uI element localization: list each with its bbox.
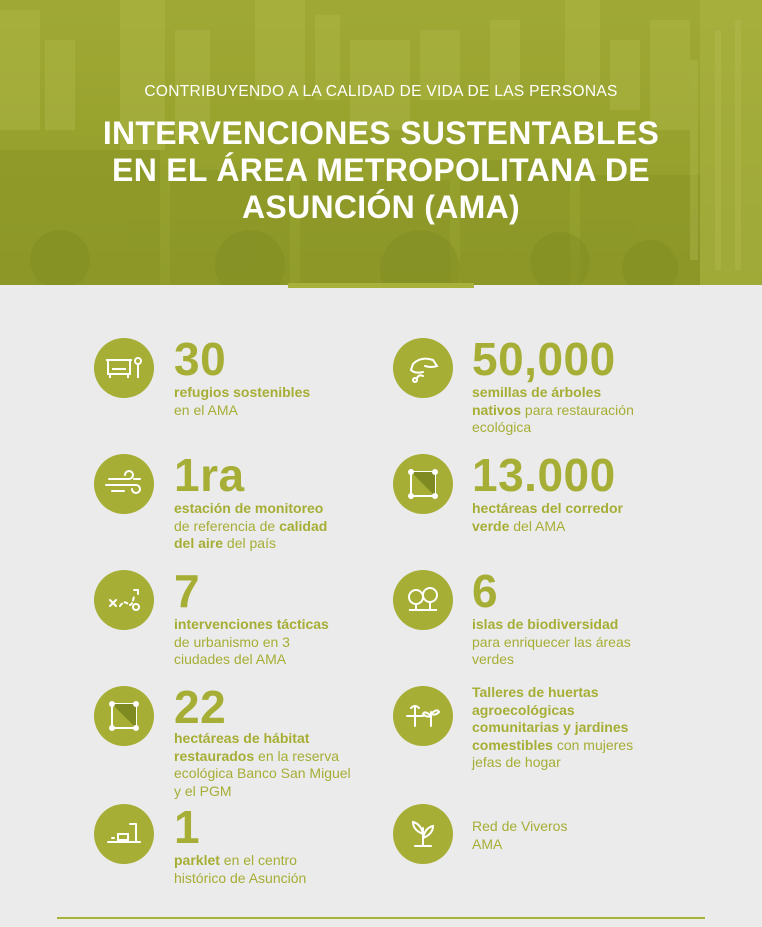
kicker-text: CONTRIBUYENDO A LA CALIDAD DE VIDA DE LAS PERSONAS bbox=[144, 83, 618, 100]
trees-icon bbox=[393, 570, 453, 630]
habitat-square-icon bbox=[94, 686, 154, 746]
stat-number: 22 bbox=[174, 681, 227, 733]
stat-description: refugios sostenibles en el AMA bbox=[174, 384, 311, 418]
stat-description: intervenciones tácticas de urbanismo en 3 ciudades del AMA bbox=[174, 616, 329, 667]
stat-description: Red de Viveros AMA bbox=[472, 818, 568, 852]
stat-description: islas de biodiversidad para enriquecer las áreas verdes bbox=[472, 616, 631, 667]
footer-divider bbox=[57, 917, 705, 919]
page-title: INTERVENCIONES SUSTENTABLES EN EL ÁREA METROPOLITANA DE ASUNCIÓN (AMA) bbox=[102, 115, 660, 225]
stat-description: semillas de árboles nativos para restauración ecológica bbox=[472, 384, 634, 435]
hand-seed-icon bbox=[393, 338, 453, 398]
stat-description: hectáreas del corredor verde del AMA bbox=[472, 500, 623, 534]
stat-number: 30 bbox=[174, 333, 227, 385]
stat-number: 7 bbox=[174, 565, 201, 617]
stat-number: 1 bbox=[174, 801, 201, 853]
stat-number: 13.000 bbox=[472, 449, 616, 501]
bus-stop-icon bbox=[94, 338, 154, 398]
garden-tools-icon bbox=[393, 686, 453, 746]
stat-description: Talleres de huertas agroecológicas comunitarias y jardines comestibles con mujeres jefas de hogar bbox=[472, 684, 634, 770]
stat-number: 6 bbox=[472, 565, 499, 617]
title-underline bbox=[288, 283, 474, 288]
stat-description: estación de monitoreo de referencia de calidad del aire del país bbox=[174, 500, 328, 551]
route-icon bbox=[94, 570, 154, 630]
stat-number: 50,000 bbox=[472, 333, 616, 385]
area-square-icon bbox=[393, 454, 453, 514]
stat-description: parklet en el centro histórico de Asunción bbox=[174, 852, 307, 886]
stat-number: 1ra bbox=[174, 449, 245, 501]
hero-banner bbox=[0, 0, 762, 285]
parklet-icon bbox=[94, 804, 154, 864]
sprout-icon bbox=[393, 804, 453, 864]
stat-description: hectáreas de hábitat restaurados en la reserva ecológica Banco San Miguel y el PGM bbox=[174, 730, 351, 799]
wind-icon bbox=[94, 454, 154, 514]
